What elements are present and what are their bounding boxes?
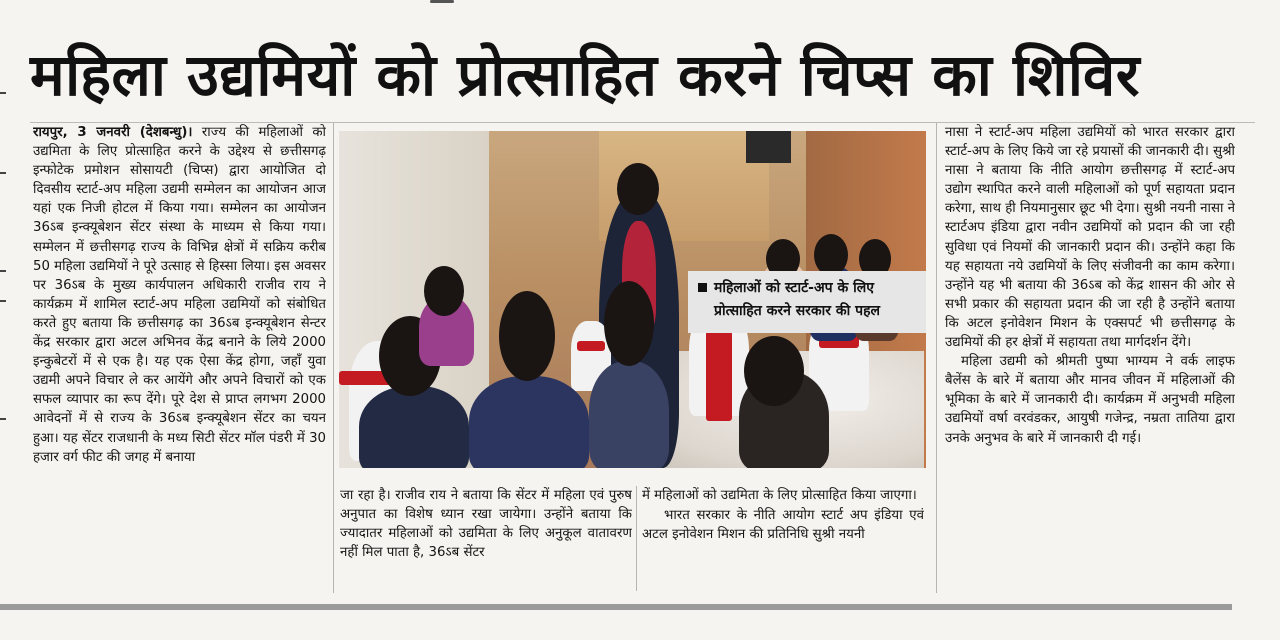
photo-audience-person	[589, 361, 669, 468]
article-column-4	[945, 123, 1235, 593]
dateline: रायपुर, 3 जनवरी (देशबन्धु)।	[33, 125, 193, 140]
photo-head	[424, 266, 464, 316]
column-3-para-2: भारत सरकार के नीति आयोग स्टार्ट अप इंडिया एवं अटल इनोवेशन मिशन की प्रतिनिधि सुश्री नयनी	[642, 508, 924, 543]
left-edge-mark	[0, 418, 6, 420]
photo-caption	[688, 271, 926, 333]
photo-head	[617, 163, 659, 215]
column-3-para-1: में महिलाओं को उद्यमिता के लिए प्रोत्साहित किया जाएगा।	[642, 488, 917, 503]
left-edge-mark	[0, 172, 6, 174]
photo-head	[744, 336, 804, 406]
headline: महिला उद्यमियों को प्रोत्साहित करने चिप्स का शिविर	[30, 41, 1140, 109]
left-edge-mark	[0, 92, 6, 94]
top-edge-mark	[430, 0, 454, 3]
column-1-text: राज्य की महिलाओं को उद्यमिता के लिए प्रोत्साहित करने के उद्देश्य से छत्तीसगढ़ इन्फोटेक प्रमोशन सोसायटी (चिप्स) द्वारा आयोजित दो दिवसीय स्टार्ट-अप महिला उद्यमी सम्मेलन का आयोजन आज यहां एक निजी होटल में किया गया। सम्मेलन का आयोजन 36ऽब इन्क्यूबेशन सेंटर संस्था के माध्यम से किया गया। सम्मेलन में छत्तीसगढ़ राज्य के विभिन्न क्षेत्रों में सक्रिय करीब 50 महिला उद्यमियों ने पूरे उत्साह से हिस्सा लिया। इस अवसर पर 36ऽब के मुख्य कार्यपालन अधिकारी राजीव राय ने कार्यक्रम में शामिल स्टार्ट-अप महिला उद्यमियों को संबोधित करते हुए बताया कि छत्तीसगढ़ का 36ऽब इन्क्यूबेशन सेन्टर केंद्र सरकार द्वारा अटल अभिनव केंद्र बनाने के लिये 2000 इन्कुबेटरों में से एक है। यह एक ऐसा केंद्र होगा, जहाँ युवा उद्यमी अपने विचार ले कर आयेंगे और अपने विचारों को एक सफल व्यापार का रूप देंगे। पूरे देश से प्राप्त लगभग 2000 आवेदनों में से राज्य के 36ऽब इन्क्यूबेशन सेंटर का चयन हुआ। यह सेंटर राजधानी के मध्य सिटी सेंटर मॉल पंडरी में 30 हजार वर्ग फीट की जगह में बनाया	[33, 125, 326, 465]
photo-audience-person	[359, 386, 469, 468]
column-divider	[936, 123, 937, 593]
event-photo	[339, 131, 926, 468]
article-column-1	[33, 123, 326, 593]
photo-audience-person	[469, 376, 589, 468]
column-2-text: जा रहा है। राजीव राय ने बताया कि सेंटर में महिला एवं पुरुष अनुपात का विशेष ध्यान रखा जायेगा। उन्होंने बताया कि ज्यादातर महिलाओं को उद्यमिता के लिए अनुकूल वातावरण नहीं मिल पाता है, 36ऽब सेंटर	[340, 488, 632, 561]
column-divider	[333, 123, 334, 593]
article-column-3	[642, 486, 924, 591]
caption-line-2: प्रोत्साहित करने सरकार की पहल	[714, 303, 881, 319]
photo-speaker	[746, 131, 791, 163]
left-edge-mark	[0, 300, 6, 302]
caption-line-1: महिलाओं को स्टार्ट-अप के लिए	[714, 280, 874, 296]
bottom-rule	[0, 604, 1232, 610]
photo-ribbon	[706, 331, 732, 421]
photo-head	[604, 281, 654, 366]
photo-ribbon	[577, 341, 605, 351]
caption-bullet-icon	[698, 283, 707, 292]
photo-head	[814, 234, 848, 276]
article-column-2	[340, 486, 632, 591]
photo-head	[499, 291, 555, 381]
column-divider	[636, 486, 637, 591]
column-4-para-1: नासा ने स्टार्ट-अप महिला उद्यमियों को भारत सरकार द्वारा स्टार्ट-अप के लिए किये जा रहे प्रयासों की जानकारी दी। सुश्री नासा ने बताया कि नीति आयोग छत्तीसगढ़ में स्टार्ट-अप उद्योग स्थापित करने वाली महिलाओं को पूर्ण सहायता प्रदान करेगा, साथ ही नियमानुसार छूट भी देगा। सुश्री नयनी नासा ने स्टार्टअप इंडिया द्वारा नवीन उद्यमियों को प्रदान की जा रही सुविधा एवं नियमों की जानकारी प्रदान की। उन्होंने कहा कि यह सहायता नये उद्यमियों के लिए संजीवनी का काम करेगा। उन्होंने यह भी बताया की 36ऽब को केंद्र शासन की ओर से सभी प्रकार की सहायता प्रदान की जा रही है उन्होंने बताया कि अटल इनोवेशन मिशन के एक्सपर्ट भी छत्तीसगढ़ के उद्यमियों की हर क्षेत्रों में सहायता तथा मार्गदर्शन देंगे।	[945, 125, 1235, 351]
column-4-para-2: महिला उद्यमी को श्रीमती पुष्पा भाग्यम ने वर्क लाइफ बैलेंस के बारे में बताया और मानव जीवन में महिलाओं की भूमिका के बारे में जानकारी दी। कार्यक्रम में अनुभवी महिला उद्यमियों वर्षा वरवंडकर, आयुषी गजेन्द्र, नम्रता तातिया द्वारा उनके अनुभव के बारे में जानकारी दी गई।	[945, 354, 1235, 446]
left-edge-mark	[0, 270, 6, 272]
